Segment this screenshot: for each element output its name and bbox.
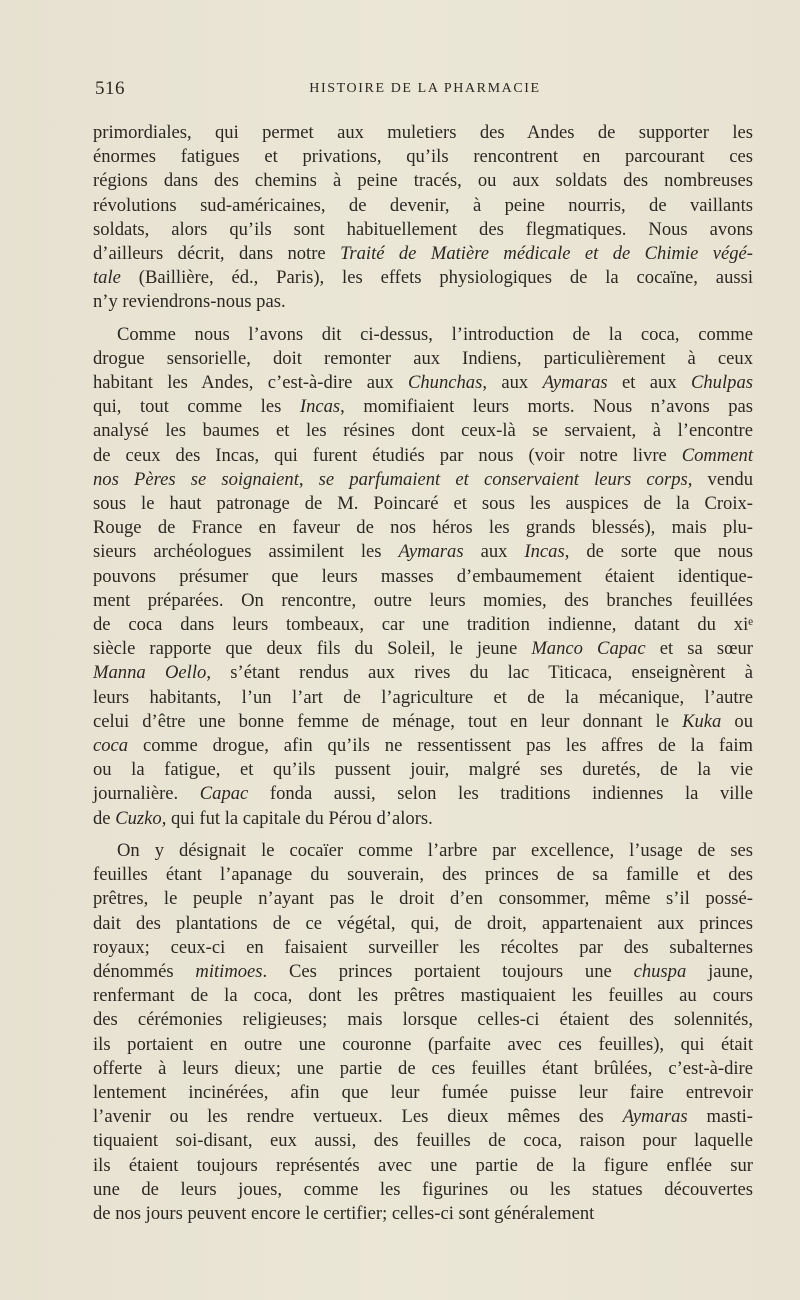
text-line: sieurs archéologues assimilent les Aymaras aux Incas, de sorte que nous (93, 541, 753, 563)
text-line: habitant les Andes, c’est-à-dire aux Chunchas, aux Aymaras et aux Chulpas (93, 372, 753, 394)
text-line: ment préparées. On rencontre, outre leurs momies, des branches feuillées (93, 589, 753, 611)
text-line: de ceux des Incas, qui furent étudiés par nous (voir notre livre Comment (93, 444, 753, 466)
text-line: des cérémonies religieuses; mais lorsque celles-ci étaient des solennités, (93, 1009, 753, 1031)
text-line: sous le haut patronage de M. Poincaré et sous les auspices de la Croix- (93, 493, 753, 515)
text-line: soldats, alors qu’ils sont habituellement des flegmatiques. Nous avons (93, 218, 753, 240)
text-line: n’y reviendrons-nous pas. (93, 291, 286, 313)
text-line: feuilles étant l’apanage du souverain, des princes de sa famille et des (93, 864, 753, 886)
text-line: de coca dans leurs tombeaux, car une tradition indienne, datant du xiᵉ (93, 614, 753, 636)
text-line: l’avenir ou les rendre vertueux. Les dieux mêmes des Aymaras masti- (93, 1106, 753, 1128)
text-line: une de leurs joues, comme les figurines ou les statues découvertes (93, 1178, 753, 1200)
text-line: drogue sensorielle, doit remonter aux Indiens, particulièrement à ceux (93, 347, 753, 369)
text-line: ils étaient toujours représentés avec une partie de la figure enflée sur (93, 1154, 753, 1176)
text-line: tiquaient soi-disant, eux aussi, des feuilles de coca, raison pour laquelle (93, 1130, 753, 1152)
body-text (93, 121, 753, 1226)
text-line: pouvons présumer que leurs masses d’embaumement étaient identique- (93, 565, 753, 587)
text-line: renfermant de la coca, dont les prêtres mastiquaient les feuilles au cours (93, 985, 753, 1007)
text-line: journalière. Capac fonda aussi, selon les traditions indiennes la ville (93, 783, 753, 805)
text-line: qui, tout comme les Incas, momifiaient leurs morts. Nous n’avons pas (93, 396, 754, 418)
text-line: leurs habitants, l’un l’art de l’agriculture et de la mécanique, l’autre (93, 686, 753, 708)
text-line: lentement incinérées, afin que leur fumée puisse leur faire entrevoir (93, 1081, 753, 1103)
text-line: coca comme drogue, afin qu’ils ne ressentissent pas les affres de la faim (93, 735, 753, 757)
running-title: HISTOIRE DE LA PHARMACIE (309, 81, 541, 96)
page-header (95, 78, 755, 102)
text-line: offerte à leurs dieux; une partie de ces feuilles étant brûlées, c’est-à-dire (93, 1057, 753, 1079)
text-line: prêtres, le peuple n’ayant pas le droit d’en consommer, même s’il possé- (93, 888, 753, 910)
text-line: dait des plantations de ce végétal, qui, de droit, appartenaient aux princes (93, 912, 753, 934)
text-line: Comme nous l’avons dit ci-dessus, l’introduction de la coca, comme (117, 323, 753, 345)
text-line: d’ailleurs décrit, dans notre Traité de Matière médicale et de Chimie végé- (93, 243, 754, 265)
text-line: royaux; ceux-ci en faisaient surveiller les récoltes par des subalternes (93, 936, 753, 958)
text-line: Rouge de France en faveur de nos héros les grands blessés), mais plu- (93, 517, 753, 539)
text-line: de Cuzko, qui fut la capitale du Pérou d’alors. (93, 807, 433, 829)
paragraph-1 (93, 121, 753, 315)
text-line: tale (Baillière, éd., Paris), les effets physiologiques de la cocaïne, aussi (93, 267, 753, 289)
text-line: nos Pères se soignaient, se parfumaient et conservaient leurs corps, vendu (93, 468, 753, 490)
text-line: révolutions sud-américaines, de devenir, à peine nourris, de vaillants (93, 194, 753, 216)
text-line: siècle rapporte que deux fils du Soleil, le jeune Manco Capac et sa sœur (93, 638, 753, 660)
text-line: primordiales, qui permet aux muletiers des Andes de supporter les (93, 122, 753, 143)
page-number: 516 (95, 78, 125, 99)
text-line: Manna Oello, s’étant rendus aux rives du lac Titicaca, enseignèrent à (93, 662, 753, 684)
text-line: ou la fatigue, et qu’ils pussent jouir, malgré ses duretés, de la vie (93, 759, 753, 781)
paragraph-3 (93, 839, 753, 1226)
text-line: de nos jours peuvent encore le certifier; celles-ci sont généralement (93, 1202, 595, 1224)
text-line: celui d’être une bonne femme de ménage, tout en leur donnant le Kuka ou (93, 710, 753, 732)
text-line: On y désignait le cocaïer comme l’arbre par excellence, l’usage de ses (117, 839, 753, 861)
text-line: régions dans des chemins à peine tracés, ou aux soldats des nombreuses (93, 170, 753, 192)
text-line: énormes fatigues et privations, qu’ils rencontrent en parcourant ces (93, 146, 753, 168)
paragraph-2 (93, 323, 753, 831)
text-line: ils portaient en outre une couronne (parfaite avec ces feuilles), qui était (93, 1033, 753, 1055)
text-line: analysé les baumes et les résines dont ceux-là se servaient, à l’encontre (93, 420, 753, 442)
text-line: dénommés mitimoes. Ces princes portaient toujours une chuspa jaune, (93, 960, 753, 982)
